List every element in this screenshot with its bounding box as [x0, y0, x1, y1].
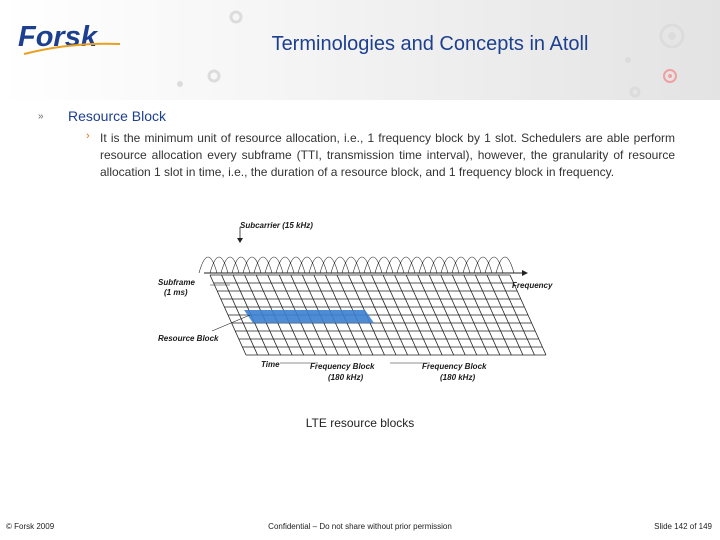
footer-slide-number: Slide 142 of 149 — [654, 522, 712, 531]
bullet-level1-text: Resource Block — [68, 108, 167, 124]
figure-caption: LTE resource blocks — [305, 416, 415, 430]
subcarrier-wave — [496, 257, 514, 273]
subcarrier-wave — [298, 257, 316, 273]
freq-block1-label: Frequency Block — [310, 362, 375, 371]
forsk-logo — [16, 16, 126, 60]
subcarrier-wave — [397, 257, 415, 273]
logo-text: Forsk — [18, 21, 97, 53]
subcarrier-wave — [265, 257, 283, 273]
bullet-level2-text: It is the minimum unit of resource allocation, i.e., 1 frequency block by 1 slot. Schedulers are able perform resource allocation every subframe (TTI, transmission time interval), however, the granularity of resource allocation 1 slot in time, i.e., the duration of a resource block, and 1 frequency block in frequency. — [100, 131, 675, 179]
subcarrier-wave — [320, 257, 338, 273]
subcarrier-wave — [441, 257, 459, 273]
subcarrier-wave — [474, 257, 492, 273]
resource-block-label: Resource Block — [158, 334, 219, 343]
subcarrier-wave — [485, 257, 503, 273]
subcarrier-wave — [463, 257, 481, 273]
subcarrier-wave — [375, 257, 393, 273]
footer-confidential: Confidential – Do not share without prior permission — [268, 522, 452, 531]
subframe-duration-label: (1 ms) — [164, 288, 188, 297]
subcarrier-wave — [221, 257, 239, 273]
freq-block2-bw-label: (180 kHz) — [440, 373, 476, 382]
subcarrier-arrow-icon — [237, 238, 243, 243]
frequency-arrow-icon — [522, 270, 528, 276]
subcarrier-label: Subcarrier (15 kHz) — [240, 221, 313, 230]
freq-block1-bw-label: (180 kHz) — [328, 373, 364, 382]
resource-block-highlight — [244, 310, 374, 323]
slide-title: Terminologies and Concepts in Atoll — [271, 33, 589, 55]
frequency-label: Frequency — [512, 281, 553, 290]
footer-copyright: © Forsk 2009 — [6, 522, 55, 531]
time-label: Time — [261, 360, 280, 369]
footer — [0, 522, 720, 536]
subcarrier-wave — [243, 257, 261, 273]
subcarrier-wave — [342, 257, 360, 273]
subcarrier-wave — [386, 257, 404, 273]
subcarrier-wave — [408, 257, 426, 273]
subcarrier-wave — [419, 257, 437, 273]
subcarrier-wave — [331, 257, 349, 273]
subframe-label: Subframe — [158, 278, 195, 287]
subcarrier-wave — [210, 257, 228, 273]
subcarrier-wave — [276, 257, 294, 273]
subcarrier-wave — [353, 257, 371, 273]
chevron-right-icon: › — [86, 130, 90, 142]
subcarrier-wave — [364, 257, 382, 273]
subcarrier-wave — [232, 257, 250, 273]
subcarrier-wave — [287, 257, 305, 273]
subcarrier-wave — [309, 257, 327, 273]
subcarrier-wave — [430, 257, 448, 273]
freq-block2-label: Frequency Block — [422, 362, 487, 371]
subcarrier-wave — [199, 257, 217, 273]
subcarrier-waves — [199, 257, 514, 273]
double-chevron-icon: » — [38, 111, 44, 122]
subcarrier-wave — [254, 257, 272, 273]
subcarrier-wave — [452, 257, 470, 273]
lte-resource-block-diagram — [150, 215, 570, 395]
